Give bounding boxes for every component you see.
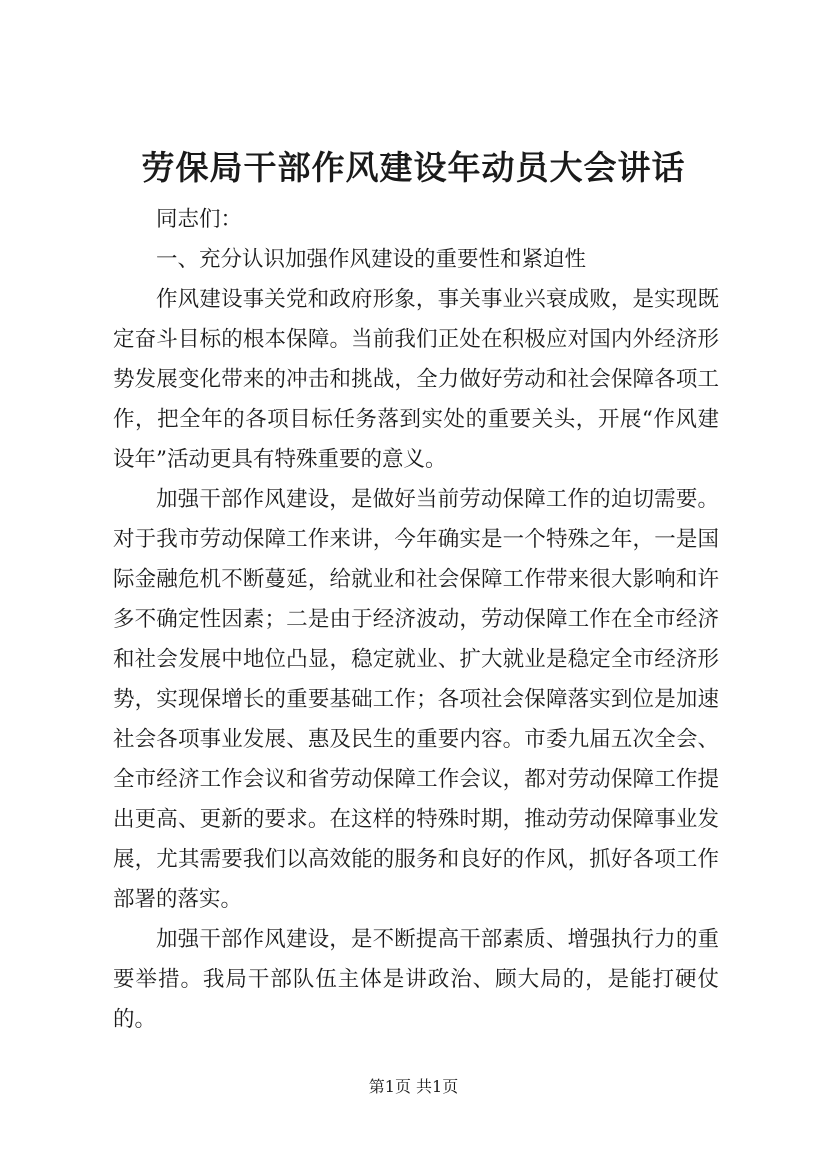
page-number: 第1页 共1页	[368, 1077, 459, 1096]
document-body	[113, 200, 719, 1040]
body-paragraph: 加强干部作风建设，是不断提高干部素质、增强执行力的重要举措。我局干部队伍主体是讲政治、顾大局的，是能打硬仗的。	[113, 927, 719, 1032]
body-paragraph: 作风建设事关党和政府形象，事关事业兴衰成败，是实现既定奋斗目标的根本保障。当前我们正处在积极应对国内外经济形势发展变化带来的冲击和挑战，全力做好劳动和社会保障各项工作，把全年的各项目标任务落到实处的重要关头，开展“作风建设年”活动更具有特殊重要的意义。	[113, 287, 719, 472]
salutation: 同志们：	[156, 207, 243, 232]
document-title: 劳保局干部作风建设年动员大会讲话	[141, 148, 686, 187]
section-heading: 一、充分认识加强作风建设的重要性和紧迫性	[156, 247, 587, 272]
body-paragraph: 加强干部作风建设，是做好当前劳动保障工作的迫切需要。对于我市劳动保障工作来讲，今年确实是一个特殊之年，一是国际金融危机不断蔓延，给就业和社会保障工作带来很大影响和许多不确定性因素；二是由于经济波动，劳动保障工作在全市经济和社会发展中地位凸显，稳定就业、扩大就业是稳定全市经济形势，实现保增长的重要基础工作；各项社会保障落实到位是加速社会各项事业发展、惠及民生的重要内容。市委九届五次全会、全市经济工作会议和省劳动保障工作会议，都对劳动保障工作提出更高、更新的要求。在这样的特殊时期，推动劳动保障事业发展，尤其需要我们以高效能的服务和良好的作风，抓好各项工作部署的落实。	[113, 487, 719, 912]
